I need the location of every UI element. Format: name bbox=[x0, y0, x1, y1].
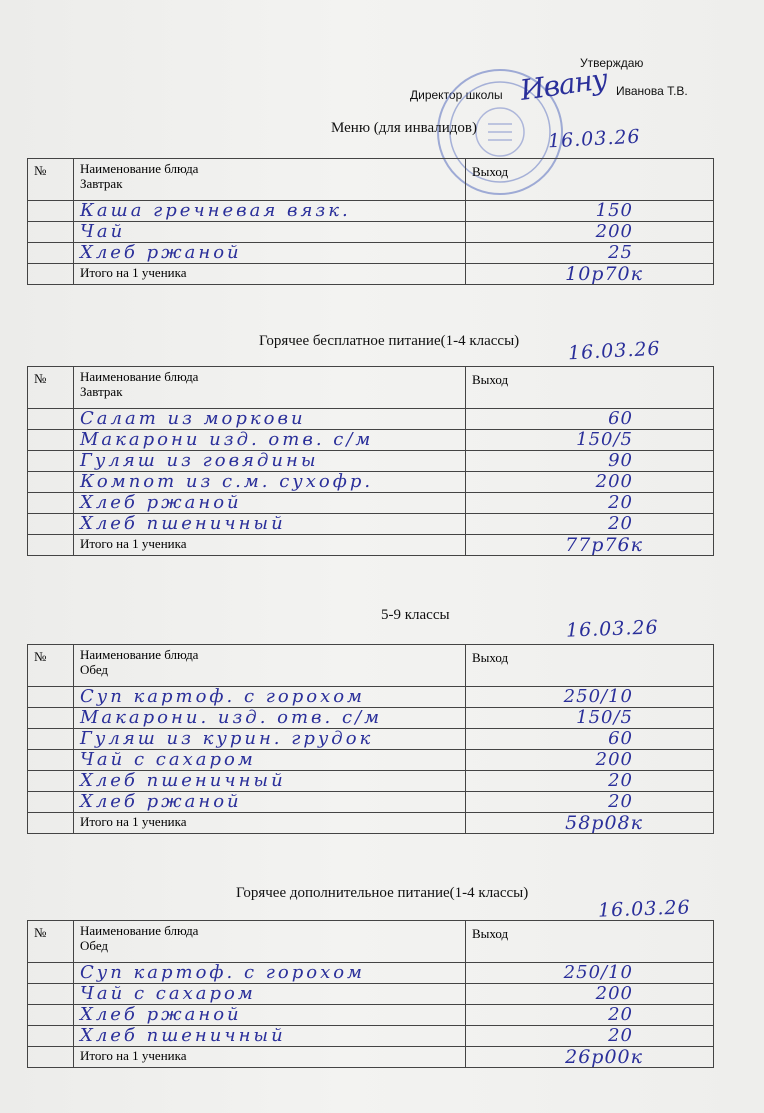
table-row: Чай 200 bbox=[28, 222, 714, 243]
director-name: Иванова Т.В. bbox=[616, 84, 688, 98]
director-signature: Ивану bbox=[518, 62, 609, 107]
section-date: 16.03.26 bbox=[567, 337, 662, 365]
col-name-header: Наименование блюда Обед bbox=[74, 921, 466, 963]
meal-label: Завтрак bbox=[80, 384, 123, 399]
table-row: Чай с сахаром 200 bbox=[28, 984, 714, 1005]
table-row: Хлеб пшеничный 20 bbox=[28, 1026, 714, 1047]
menu-table bbox=[27, 158, 714, 285]
table-row: Хлеб ржаной 20 bbox=[28, 1005, 714, 1026]
section-date: 16.03.26 bbox=[565, 616, 659, 642]
menu-table bbox=[27, 366, 714, 556]
total-row: Итого на 1 ученика 26р00к bbox=[28, 1047, 714, 1068]
director-label: Директор школы bbox=[410, 88, 503, 102]
table-row: Макарони. изд. отв. с/м 150/5 bbox=[28, 708, 714, 729]
section-date: 16.03.26 bbox=[597, 896, 691, 922]
table-row: Хлеб пшеничный 20 bbox=[28, 771, 714, 792]
section-title: Горячее бесплатное питание(1-4 классы) bbox=[259, 333, 520, 349]
col-name-header: Наименование блюда Завтрак bbox=[74, 367, 466, 409]
col-output: Выход bbox=[466, 921, 714, 963]
table-row: Чай с сахаром 200 bbox=[28, 750, 714, 771]
table-row: Хлеб пшеничный 20 bbox=[28, 514, 714, 535]
table-row: Суп картоф. с горохом 250/10 bbox=[28, 687, 714, 708]
col-output: Выход bbox=[466, 367, 714, 409]
col-name-header: Наименование блюда Завтрак bbox=[74, 159, 466, 201]
table-row: Суп картоф. с горохом 250/10 bbox=[28, 963, 714, 984]
meal-label: Обед bbox=[80, 938, 109, 953]
table-row: Компот из с.м. сухофр. 200 bbox=[28, 472, 714, 493]
table-row: Макарони изд. отв. с/м 150/5 bbox=[28, 430, 714, 451]
col-num: № bbox=[28, 159, 74, 201]
table-row: Каша гречневая вязк. 150 bbox=[28, 201, 714, 222]
total-row: Итого на 1 ученика 77р76к bbox=[28, 535, 714, 556]
table-row: Хлеб ржаной 20 bbox=[28, 493, 714, 514]
meal-label: Завтрак bbox=[80, 176, 123, 191]
table-row: Гуляш из курин. грудок 60 bbox=[28, 729, 714, 750]
col-num: № bbox=[28, 921, 74, 963]
menu-table bbox=[27, 920, 714, 1068]
col-output: Выход bbox=[466, 645, 714, 687]
table-row: Хлеб ржаной 25 bbox=[28, 243, 714, 264]
table-row: Гуляш из говядины 90 bbox=[28, 451, 714, 472]
section-title: 5-9 классы bbox=[381, 607, 450, 623]
meal-label: Обед bbox=[80, 662, 109, 677]
total-row: Итого на 1 ученика 10р70к bbox=[28, 264, 714, 285]
col-output: Выход bbox=[466, 159, 714, 201]
menu-table bbox=[27, 644, 714, 834]
table-row: Хлеб ржаной 20 bbox=[28, 792, 714, 813]
col-num: № bbox=[28, 645, 74, 687]
section-date: 16.03.26 bbox=[547, 125, 642, 153]
col-num: № bbox=[28, 367, 74, 409]
table-row: Салат из моркови 60 bbox=[28, 409, 714, 430]
approval-label: Утверждаю bbox=[580, 56, 644, 70]
section-title: Горячее дополнительное питание(1-4 классы) bbox=[236, 885, 529, 901]
col-name-header: Наименование блюда Обед bbox=[74, 645, 466, 687]
section-title: Меню (для инвалидов) bbox=[331, 120, 477, 136]
total-row: Итого на 1 ученика 58р08к bbox=[28, 813, 714, 834]
